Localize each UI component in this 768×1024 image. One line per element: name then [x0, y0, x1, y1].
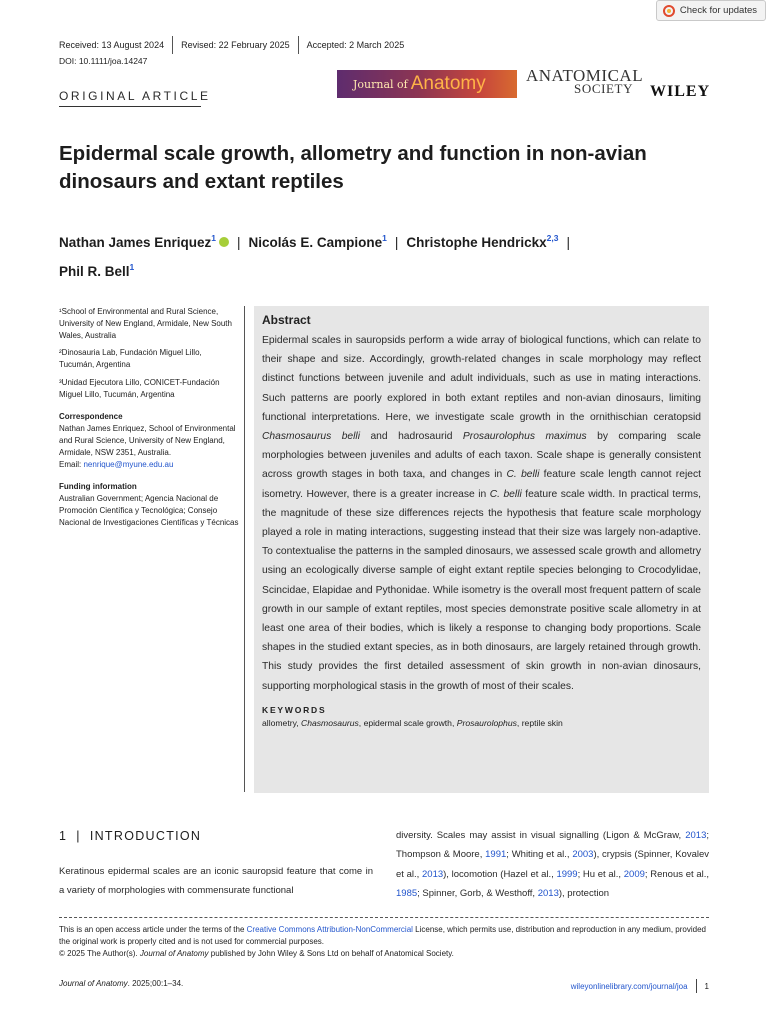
revised-date: Revised: 22 February 2025	[181, 40, 290, 50]
citation-footer: Journal of Anatomy. 2025;00:1–34.	[59, 979, 184, 988]
affiliation: ¹School of Environmental and Rural Science, University of New England, Armidale, New South Wales, Australia	[59, 307, 232, 340]
section-number: 1	[59, 829, 68, 843]
intro-text-fragment: ; Spinner, Gorb, & Westhoff,	[417, 887, 538, 899]
divider	[59, 917, 709, 918]
divider	[59, 106, 201, 107]
page-number: 1	[704, 981, 709, 991]
affiliation-marker[interactable]: 1	[382, 233, 387, 243]
article-title: Epidermal scale growth, allometry and function in non-avian dinosaurs and extant reptiles	[59, 142, 647, 193]
journal-prefix: Journal of	[353, 77, 408, 91]
orcid-icon[interactable]	[219, 237, 229, 247]
email-label: Email:	[59, 459, 82, 469]
intro-text-fragment: ; Whiting et al.,	[506, 849, 573, 861]
journal-logo[interactable]	[337, 70, 517, 98]
copyright-text: © 2025 The Author(s). Journal of Anatomy published by John Wiley & Sons Ltd on behalf of Anatomical Society.	[59, 949, 454, 958]
citation-year-link[interactable]: 2013	[422, 868, 444, 880]
citation-year-link[interactable]: 2013	[685, 830, 707, 841]
author-name[interactable]: Nicolás E. Campione	[248, 235, 383, 250]
divider	[244, 306, 245, 792]
keywords-list: allometry, Chasmosaurus, epidermal scale growth, Prosaurolophus, reptile skin	[262, 717, 563, 728]
section-heading-introduction: 1 | INTRODUCTION	[59, 829, 202, 843]
check-for-updates-button[interactable]	[656, 0, 766, 21]
article-info-sidebar	[59, 306, 239, 529]
accepted-date: Accepted: 2 March 2025	[306, 40, 405, 50]
intro-text-fragment: ; Thompson & Moore,	[396, 830, 709, 861]
intro-text-fragment: ), protection	[558, 887, 610, 899]
correspondence-heading: Correspondence	[59, 411, 123, 421]
keywords-heading: KEYWORDS	[262, 704, 327, 715]
divider	[298, 36, 299, 54]
citation-year-link[interactable]: 1985	[396, 887, 418, 899]
crossmark-icon	[663, 5, 675, 17]
citation-year-link[interactable]: 2013	[537, 887, 559, 899]
citation-year-link[interactable]: 2009	[623, 868, 645, 880]
journal-name: Anatomy	[410, 73, 486, 94]
society-line1: ANATOMICAL	[526, 66, 644, 85]
footer-right	[571, 979, 709, 993]
journal-url-link[interactable]: wileyonlinelibrary.com/journal/joa	[570, 981, 688, 991]
license-link[interactable]: Creative Commons Attribution-NonCommercial	[246, 925, 413, 934]
publisher-logo: WILEY	[650, 83, 711, 100]
author-name[interactable]: Phil R. Bell	[59, 264, 130, 279]
section-title: INTRODUCTION	[89, 829, 202, 843]
intro-text-fragment: ; Renous et al.,	[644, 868, 709, 880]
citation-year-link[interactable]: 1999	[556, 868, 578, 880]
affiliation-marker[interactable]: 1	[129, 262, 135, 272]
society-logo	[526, 66, 644, 96]
author-name[interactable]: Christophe Hendrickx	[406, 235, 547, 250]
citation-year-link[interactable]: 2003	[572, 849, 594, 861]
taxon-name: Chasmosaurus belli	[262, 431, 361, 443]
author-name[interactable]: Nathan James Enriquez	[59, 235, 212, 250]
doi[interactable]: DOI: 10.1111/joa.14247	[59, 56, 148, 66]
taxon-name: C. belli	[506, 469, 540, 481]
taxon-name: Prosaurolophus maximus	[462, 431, 587, 443]
intro-text-fragment: ; Hu et al.,	[577, 868, 624, 880]
affiliation-marker[interactable]: 2,3	[546, 233, 559, 243]
divider	[696, 979, 697, 993]
abstract-heading: Abstract	[262, 313, 311, 327]
intro-text-fragment: ), locomotion (Hazel et al.,	[443, 868, 557, 880]
check-for-updates-label: Check for updates	[679, 5, 757, 16]
intro-text-fragment: ), crypsis (Spinner, Kovalev et al.,	[396, 849, 709, 880]
article-type: ORIGINAL ARTICLE	[59, 89, 211, 103]
funding-heading: Funding information	[59, 481, 137, 491]
funding-text: Australian Government; Agencia Nacional de Promoción Científica y Tecnológica; Consejo Nacional de Investigaciones Científicas y Técnicas	[59, 494, 239, 527]
divider	[172, 36, 173, 54]
citation-year-link[interactable]: 1991	[485, 849, 507, 861]
received-date: Received: 13 August 2024	[59, 40, 165, 50]
society-line2: SOCIETY	[574, 81, 634, 96]
taxon-name: C. belli	[489, 488, 522, 500]
license-statement: This is an open access article under the terms of the Creative Commons Attribution-NonCommercial License, which permits use, distribution and reproduction in any medium, provided the original work is properly cited and is not used for commercial purposes. © 2025 The Author(s). Journal of Anatomy published by John Wiley & Sons Ltd on behalf of Anatomical Society.	[59, 925, 706, 958]
introduction-text-right	[396, 826, 709, 903]
abstract-text: Epidermal scales in sauropsids perform a wide array of biological functions, which can relate to their shape and size. Accordingly, growth-related changes in scale morphology may reflect distinct functions between juvenile and adult individuals, such as use in mating interactions. Such patterns are poorly explored in both extant reptiles and non-avian dinosaurs, limiting functional interpretations. Here, we investigate scale growth in the ornithischian ceratopsid Chasmosaurus belli and hadrosaurid Prosaurolophus maximus by comparing scale morphologies between juveniles and adults of each taxon. Scale shape is generally consistent across growth stages in both taxa, and changes in C. belli feature scale length cannot reject isometry. However, there is a greater increase in C. belli feature scale width. In practical terms, the magnitude of these size differences rejects the hypothesis that feature scale morphology played a role in mating interactions, suggesting instead that their size was largely non-adaptive. To contextualise the patterns in the sampled dinosaurs, we assessed scale growth and allometry using an ecologically diverse sample of eight extant reptile species belonging to Crocodylidae, Scincidae, Elapidae and Pythonidae. While isometry is the overall most frequent pattern of scale growth in our sample of extant reptiles, most species demonstrate positive scale allometry in at least one area of their bodies, which is likely a response to changing body proportions. Scale shapes in the studied extant species, as in both dinosaurs, are largely retained through growth. This study provides the first detailed assessment of skin growth in non-avian dinosaurs, supporting morphological stasis in the growth of most of their scales.	[262, 335, 702, 692]
affiliation: ²Dinosauria Lab, Fundación Miguel Lillo, Tucumán, Argentina	[59, 348, 202, 370]
intro-text-fragment: diversity. Scales may assist in visual signalling (Ligon & McGraw,	[396, 830, 686, 841]
abstract-box	[254, 306, 709, 793]
author-list: Nathan James Enriquez$^1$ | Nicolás E. Campione$^1$ | Christophe Hendrickx$^{2,3}$ | Phil R. Bell$^1$	[59, 233, 570, 279]
correspondence-text: Nathan James Enriquez, School of Environmental and Rural Science, University of New England, Armidale, NSW 2351, Australia.	[59, 424, 236, 457]
affiliation-marker[interactable]: 1	[211, 233, 217, 243]
introduction-text-left: Keratinous epidermal scales are an iconic sauropsid feature that come in a variety of morphologies with commensurate functional	[59, 866, 373, 897]
affiliation: ³Unidad Ejecutora Lillo, CONICET-Fundación Miguel Lillo, Tucumán, Argentina	[59, 377, 220, 399]
article-dates	[59, 36, 404, 54]
email-link[interactable]: nenrique@myune.edu.au	[83, 459, 174, 469]
